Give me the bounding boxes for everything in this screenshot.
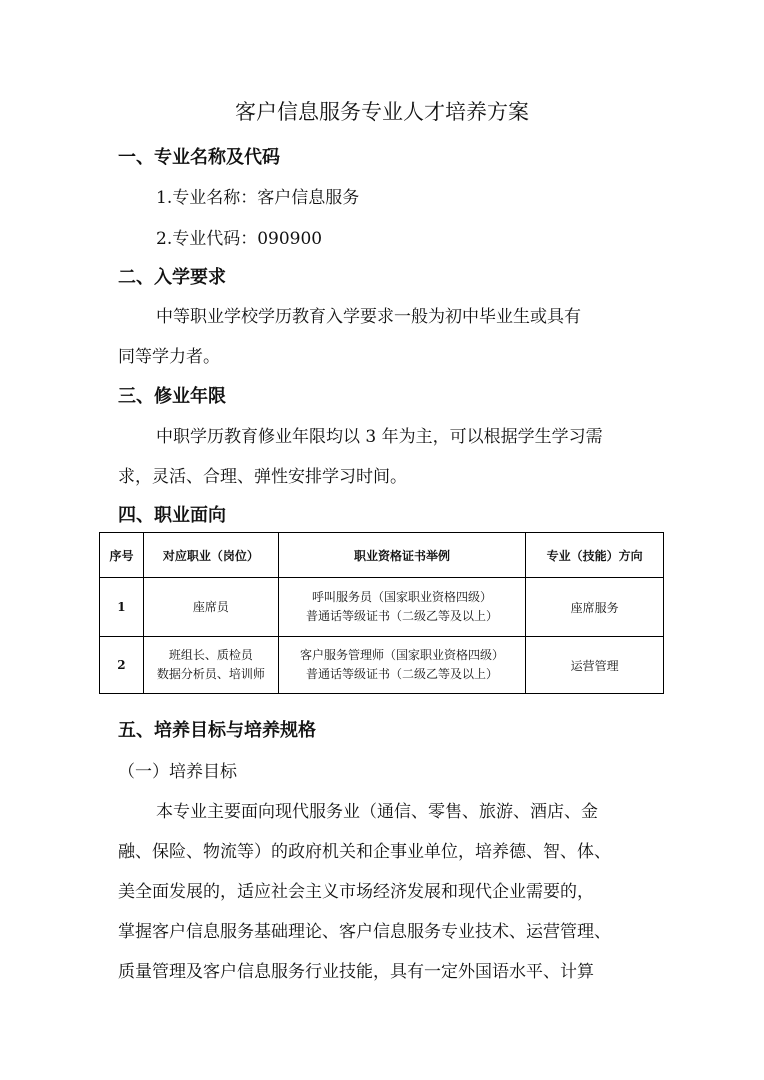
cert-line: 呼叫服务员（国家职业资格四级）	[311, 590, 492, 604]
cert-line: 客户服务管理师（国家职业资格四级）	[299, 648, 504, 662]
row-direction: 座席服务	[526, 578, 664, 637]
goal-line: 掌握客户信息服务基础理论、客户信息服务专业技术、运营管理、	[118, 922, 611, 942]
goal-line: 融、保险、物流等）的政府机关和企事业单位，培养德、智、体、	[118, 842, 611, 862]
row-job	[143, 578, 278, 637]
table-row	[100, 578, 664, 637]
document-title: 客户信息服务专业人才培养方案	[235, 100, 529, 124]
cert-line: 普通话等级证书（二级乙等及以上）	[305, 667, 498, 681]
admission-line-2: 同等学力者。	[118, 347, 220, 367]
section-heading-2: 二、入学要求	[118, 267, 226, 288]
major-code: 2.专业代码：090900	[156, 229, 323, 249]
section-heading-3: 三、修业年限	[118, 386, 226, 407]
job-line: 座席员	[192, 599, 229, 614]
row-job	[143, 637, 278, 694]
section-heading-5: 五、培养目标与培养规格	[118, 720, 316, 741]
row-cert	[278, 578, 526, 637]
career-table	[99, 532, 664, 694]
row-direction: 运营管理	[526, 637, 664, 694]
cert-line: 普通话等级证书（二级乙等及以上）	[305, 609, 498, 623]
duration-line-2: 求，灵活、合理、弹性安排学习时间。	[118, 467, 407, 487]
goal-line: 美全面发展的，适应社会主义市场经济发展和现代企业需要的，	[118, 882, 594, 902]
row-cert	[278, 637, 526, 694]
row-no: 2	[100, 637, 144, 694]
goal-line: 本专业主要面向现代服务业（通信、零售、旅游、酒店、金	[156, 802, 598, 822]
header-no: 序号	[100, 533, 144, 578]
subsection-heading: （一）培养目标	[118, 762, 237, 782]
header-job: 对应职业（岗位）	[143, 533, 278, 578]
table-header-row	[100, 533, 664, 578]
section-heading-4: 四、职业面向	[118, 505, 226, 526]
job-line: 班组长、质检员	[168, 648, 253, 662]
section-heading-1: 一、专业名称及代码	[118, 147, 280, 168]
table-row	[100, 637, 664, 694]
admission-line-1: 中等职业学校学历教育入学要求一般为初中毕业生或具有	[156, 307, 581, 327]
job-line: 数据分析员、培训师	[156, 667, 265, 681]
major-name: 1.专业名称：客户信息服务	[156, 188, 360, 208]
header-cert: 职业资格证书举例	[278, 533, 526, 578]
duration-line-1: 中职学历教育修业年限均以 3 年为主，可以根据学生学习需	[156, 427, 603, 447]
goal-line: 质量管理及客户信息服务行业技能，具有一定外国语水平、计算	[118, 962, 594, 982]
header-direction: 专业（技能）方向	[526, 533, 664, 578]
row-no: 1	[100, 578, 144, 637]
